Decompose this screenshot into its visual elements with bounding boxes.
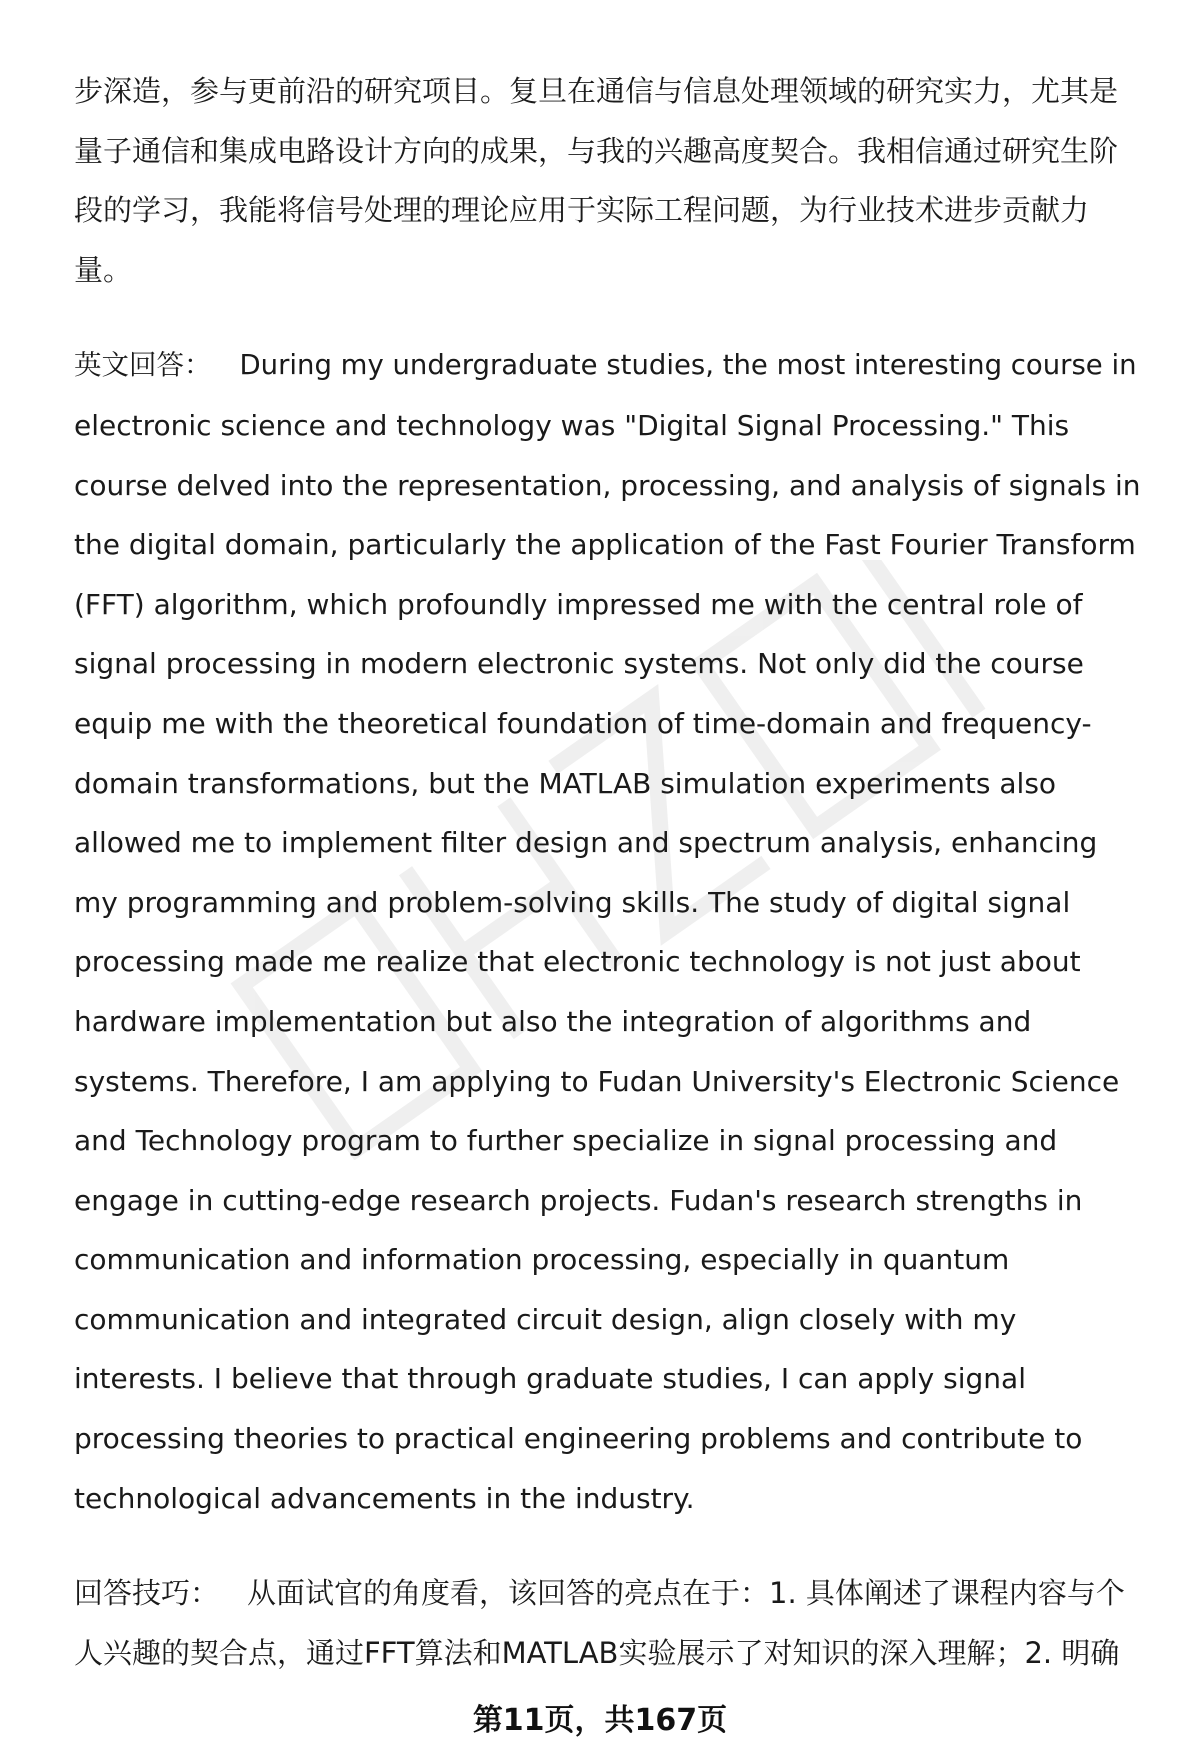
text-line: the digital domain, particularly the application of the Fast Fourier Transform [74,528,1136,562]
text-line: processing made me realize that electronic technology is not just about [74,945,1081,979]
section-label-english-answer: 英文回答： [74,349,212,382]
text-line: communication and integrated circuit design, align closely with my [74,1302,1017,1336]
text-line-with-label [74,336,1154,396]
page-number-footer: 第11页，共167页 [472,1703,728,1738]
text-line: (FFT) algorithm, which profoundly impressed me with the central role of [74,587,1083,621]
text-line-with-label [74,1564,1154,1624]
text-line: allowed me to implement filter design and spectrum analysis, enhancing [74,826,1098,860]
text-line: 从面试官的角度看，该回答的亮点在于：1. 具体阐述了课程内容与个 [247,1576,1125,1611]
text-line: communication and information processing, especially in quantum [74,1243,1010,1277]
text-line: 步深造，参与更前沿的研究项目。复旦在通信与信息处理领域的研究实力，尤其是 [74,74,1119,108]
text-line: signal processing in modern electronic systems. Not only did the course [74,647,1084,681]
text-line: systems. Therefore, I am applying to Fudan University's Electronic Science [74,1064,1120,1098]
text-line: During my undergraduate studies, the most interesting course in [239,349,1137,382]
document-content [74,62,1154,1719]
text-line: technological advancements in the industry. [74,1481,695,1515]
paragraph-answer-tips [74,1564,1154,1683]
text-line: and Technology program to further specialize in signal processing and [74,1124,1058,1158]
paragraph-chinese-answer-continued [74,62,1154,300]
text-line: engage in cutting-edge research projects. Fudan's research strengths in [74,1183,1083,1217]
text-line: domain transformations, but the MATLAB simulation experiments also [74,766,1057,800]
text-line: equip me with the theoretical foundation of time-domain and frequency- [74,706,1092,740]
text-line: course delved into the representation, processing, and analysis of signals in [74,468,1141,502]
text-line: 段的学习，我能将信号处理的理论应用于实际工程问题，为行业技术进步贡献力 [74,193,1090,228]
text-line: 人兴趣的契合点，通过FFT算法和MATLAB实验展示了对知识的深入理解；2. 明确 [74,1635,1120,1670]
text-line: hardware implementation but also the integration of algorithms and [74,1004,1032,1038]
text-line: electronic science and technology was "Digital Signal Processing." This [74,408,1070,442]
text-line: processing theories to practical engineering problems and contribute to [74,1422,1083,1456]
text-line: 量。 [74,252,133,287]
text-line: my programming and problem-solving skills. The study of digital signal [74,885,1071,919]
section-label-answer-tips: 回答技巧： [74,1576,220,1611]
text-line: interests. I believe that through graduate studies, I can apply signal [74,1362,1026,1396]
text-line: 量子通信和集成电路设计方向的成果，与我的兴趣高度契合。我相信通过研究生阶 [74,133,1119,168]
paragraph-english-answer [74,336,1154,1528]
